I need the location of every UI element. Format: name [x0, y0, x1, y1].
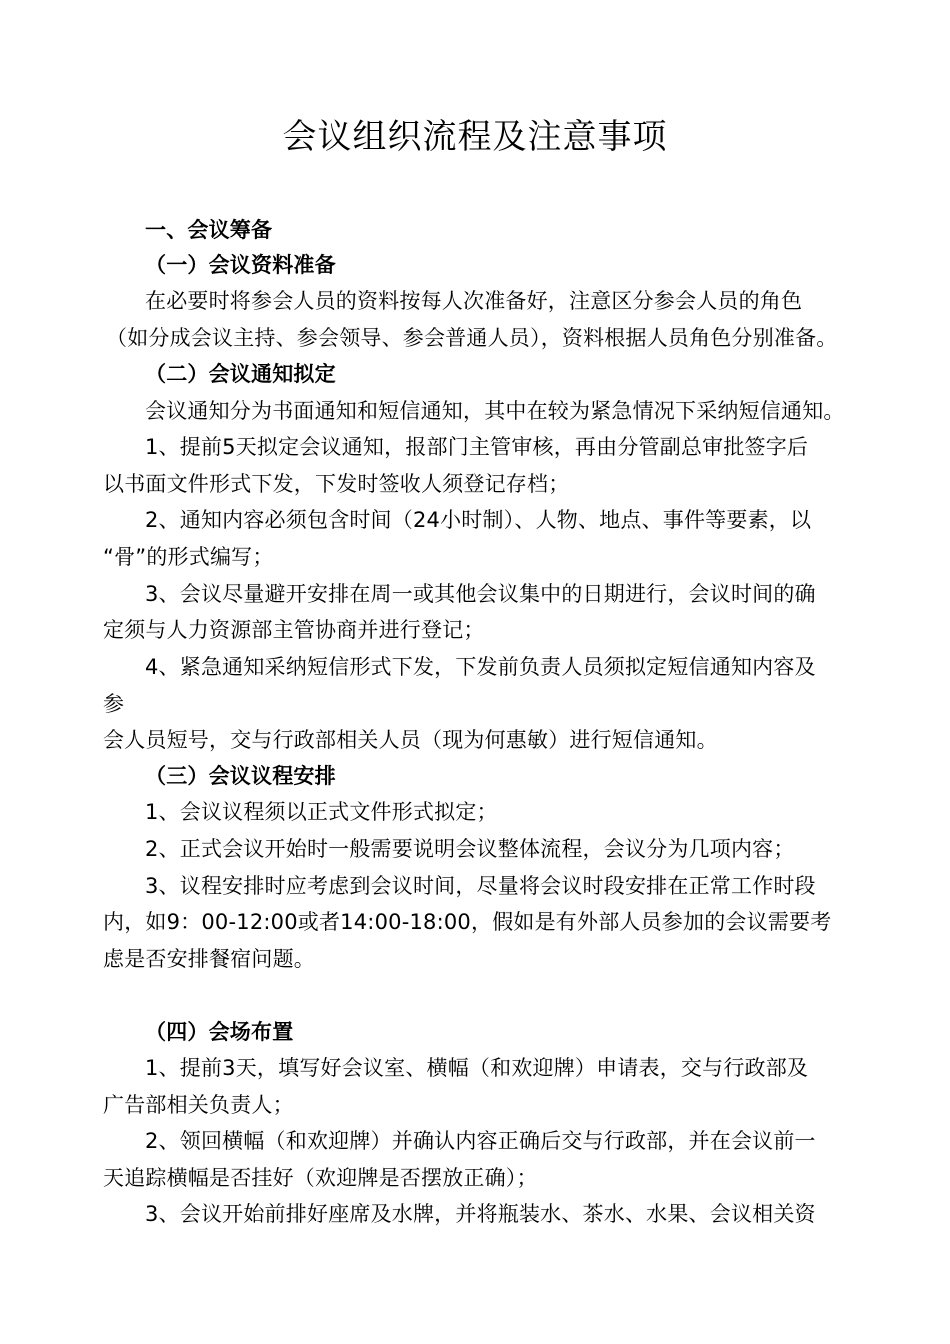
paragraph-line: 会人员短号，交与行政部相关人员（现为何惠敏）进行短信通知。 [103, 728, 718, 752]
page-title: 会议组织流程及注意事项 [282, 117, 668, 157]
paragraph-line: 以书面文件形式下发，下发时签收人须登记存档； [103, 472, 570, 496]
paragraph-line: 定须与人力资源部主管协商并进行登记； [103, 618, 485, 642]
paragraph-line: 3、会议开始前排好座席及水牌，并将瓶装水、茶水、水果、会议相关资 [145, 1202, 816, 1226]
paragraph-line: 1、提前3天，填写好会议室、横幅（和欢迎牌）申请表，交与行政部及 [145, 1056, 809, 1080]
paragraph-line: 虑是否安排餐宿问题。 [103, 947, 315, 971]
subsection-heading: （二）会议通知拟定 [145, 362, 336, 386]
paragraph-line: （如分成会议主持、参会领导、参会普通人员），资料根据人员角色分别准备。 [106, 326, 838, 350]
section-heading: 一、会议筹备 [145, 218, 273, 242]
paragraph-line: 会议通知分为书面通知和短信通知，其中在较为紧急情况下采纳短信通知。 [145, 399, 845, 423]
paragraph-line: 2、通知内容必须包含时间（24小时制）、人物、地点、事件等要素，以 [145, 508, 812, 532]
paragraph-line: 3、会议尽量避开安排在周一或其他会议集中的日期进行，会议时间的确 [145, 582, 816, 606]
subsection-heading: （三）会议议程安排 [145, 764, 336, 788]
subsection-heading: （一）会议资料准备 [145, 253, 336, 277]
paragraph-line: 广告部相关负责人； [103, 1093, 294, 1117]
paragraph-line: 参 [103, 692, 125, 716]
paragraph-line: 2、正式会议开始时一般需要说明会议整体流程，会议分为几项内容； [145, 837, 795, 861]
paragraph-line: “骨”的形式编写； [103, 545, 274, 569]
paragraph-line: 1、会议议程须以正式文件形式拟定； [145, 800, 498, 824]
paragraph-line: 2、领回横幅（和欢迎牌）并确认内容正确后交与行政部，并在会议前一 [145, 1129, 816, 1153]
paragraph-line: 在必要时将参会人员的资料按每人次准备好，注意区分参会人员的角色 [145, 289, 803, 313]
subsection-heading: （四）会场布置 [145, 1020, 294, 1044]
paragraph-line: 天追踪横幅是否挂好（欢迎牌是否摆放正确）； [103, 1166, 538, 1190]
paragraph-line: 4、紧急通知采纳短信形式下发，下发前负责人员须拟定短信通知内容及 [145, 655, 816, 679]
paragraph-line: 内，如9：00-12:00或者14:00-18:00，假如是有外部人员参加的会议需要考 [103, 910, 832, 934]
paragraph-line: 3、议程安排时应考虑到会议时间，尽量将会议时段安排在正常工作时段 [145, 874, 816, 898]
paragraph-line: 1、提前5天拟定会议通知，报部门主管审核，再由分管副总审批签字后 [145, 435, 809, 459]
